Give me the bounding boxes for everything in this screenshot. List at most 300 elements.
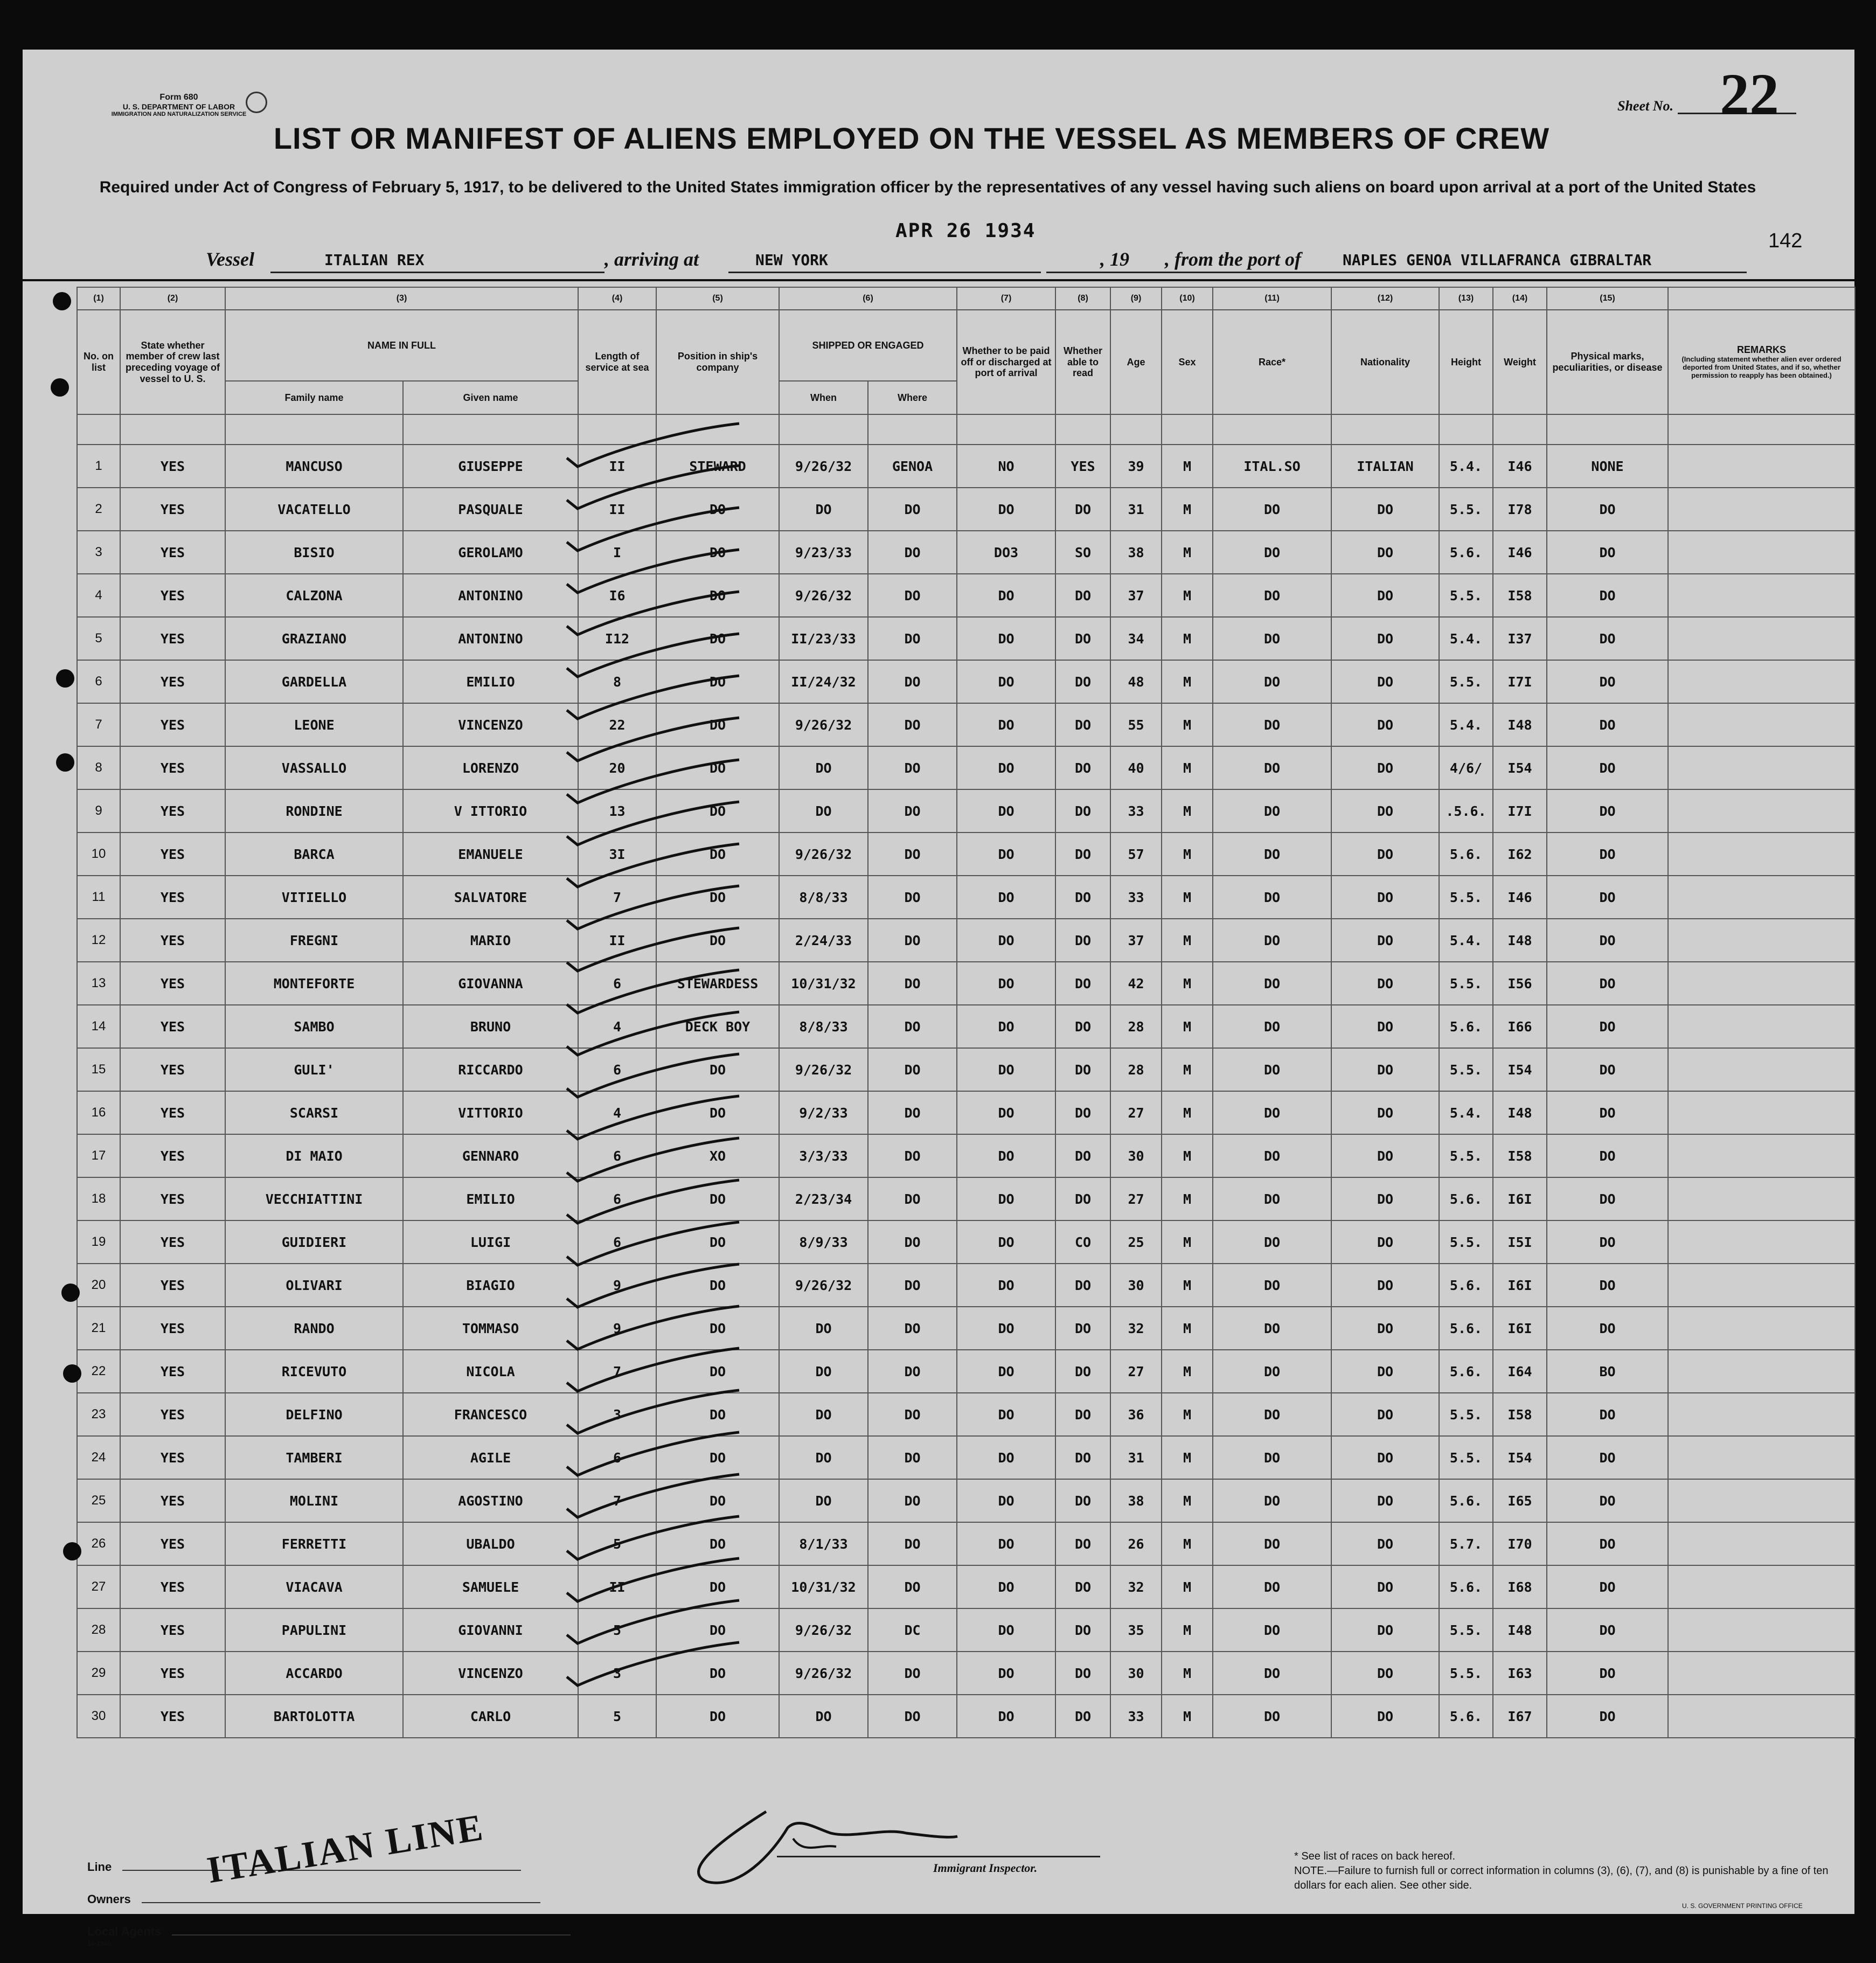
check-mark-icon — [567, 1642, 739, 1685]
cell-given-name: GENNARO — [403, 1134, 578, 1177]
cell-race: DO — [1213, 1479, 1331, 1522]
col-num-15: (15) — [1547, 287, 1668, 310]
cell-race: DO — [1213, 1264, 1331, 1307]
cell-line-number: 28 — [77, 1608, 120, 1652]
cell-race: DO — [1213, 703, 1331, 746]
cell-physical-marks: DO — [1547, 1048, 1668, 1091]
cell-position: STEWARDESS — [656, 962, 779, 1005]
cell-shipped-where: DO — [868, 833, 957, 876]
cell-race: DO — [1213, 1177, 1331, 1220]
check-mark-icon — [567, 676, 739, 719]
cell-weight: I7I — [1493, 660, 1547, 703]
cell-line-number: 6 — [77, 660, 120, 703]
cell-age: 27 — [1110, 1350, 1162, 1393]
cell-weight: I56 — [1493, 962, 1547, 1005]
cell-weight: I48 — [1493, 1091, 1547, 1134]
col-num-8: (8) — [1055, 287, 1110, 310]
cell-able-to-read: DO — [1055, 488, 1110, 531]
cell-line-number: 22 — [77, 1350, 120, 1393]
cell-weight: I66 — [1493, 1005, 1547, 1048]
cell-able-to-read: DO — [1055, 1264, 1110, 1307]
cell-height: 5.6. — [1439, 1307, 1493, 1350]
agents-label: Local Agents — [87, 1925, 162, 1938]
cell-paid-off: DO — [957, 660, 1055, 703]
cell-nationality: DO — [1331, 531, 1439, 574]
cell-height: 5.6. — [1439, 1264, 1493, 1307]
cell-race: DO — [1213, 1220, 1331, 1264]
cell-shipped-when: DO — [779, 1479, 868, 1522]
cell-sex: M — [1162, 1522, 1213, 1565]
cell-shipped-when: 8/1/33 — [779, 1522, 868, 1565]
cell-physical-marks: DO — [1547, 876, 1668, 919]
cell-physical-marks: DO — [1547, 617, 1668, 660]
cell-last-voyage: YES — [120, 833, 225, 876]
cell-line-number: 16 — [77, 1091, 120, 1134]
cell-race: DO — [1213, 488, 1331, 531]
cell-nationality: DO — [1331, 574, 1439, 617]
cell-last-voyage: YES — [120, 1220, 225, 1264]
cell-position: DO — [656, 1177, 779, 1220]
header-weight: Weight — [1493, 310, 1547, 414]
cell-shipped-where: DO — [868, 1565, 957, 1608]
cell-paid-off: DO — [957, 746, 1055, 789]
cell-race: DO — [1213, 962, 1331, 1005]
cell-given-name: GIUSEPPE — [403, 445, 578, 488]
check-mark-icon — [567, 1600, 739, 1643]
cell-nationality: DO — [1331, 1350, 1439, 1393]
cell-last-voyage: YES — [120, 1307, 225, 1350]
cell-given-name: MARIO — [403, 919, 578, 962]
cell-able-to-read: DO — [1055, 703, 1110, 746]
cell-length-of-service: 13 — [578, 789, 656, 833]
check-mark-icon — [567, 1390, 739, 1433]
cell-paid-off: DO — [957, 833, 1055, 876]
cell-length-of-service: 9 — [578, 1307, 656, 1350]
cell-length-of-service: 4 — [578, 1091, 656, 1134]
cell-position: STEWARD — [656, 445, 779, 488]
cell-position: DO — [656, 531, 779, 574]
cell-age: 28 — [1110, 1005, 1162, 1048]
cell-last-voyage: YES — [120, 1005, 225, 1048]
cell-nationality: DO — [1331, 1479, 1439, 1522]
cell-last-voyage: YES — [120, 1479, 225, 1522]
header-name-in-full: NAME IN FULL — [225, 310, 578, 381]
cell-line-number: 10 — [77, 833, 120, 876]
cell-weight: I68 — [1493, 1565, 1547, 1608]
cell-length-of-service: 5 — [578, 1608, 656, 1652]
cell-paid-off: DO — [957, 1220, 1055, 1264]
cell-nationality: DO — [1331, 1134, 1439, 1177]
cell-family-name: SAMBO — [225, 1005, 403, 1048]
cell-height: 5.4. — [1439, 703, 1493, 746]
cell-physical-marks: DO — [1547, 1652, 1668, 1695]
cell-shipped-where: DO — [868, 919, 957, 962]
punch-hole-icon — [61, 1284, 80, 1302]
cell-able-to-read: DO — [1055, 876, 1110, 919]
cell-able-to-read: DO — [1055, 1307, 1110, 1350]
cell-age: 37 — [1110, 574, 1162, 617]
cell-family-name: FREGNI — [225, 919, 403, 962]
cell-able-to-read: DO — [1055, 919, 1110, 962]
header-given-name: Given name — [403, 381, 578, 414]
document-subtitle: Required under Act of Congress of February 5, 1917, to be delivered to the United States immigration officer by the representatives of any vessel having such aliens on board upon arrival at a port of the United States — [99, 178, 1756, 196]
cell-height: 5.5. — [1439, 876, 1493, 919]
form-number: Form 680 — [159, 93, 198, 102]
cell-given-name: LORENZO — [403, 746, 578, 789]
cell-paid-off: DO — [957, 789, 1055, 833]
cell-height: 5.5. — [1439, 660, 1493, 703]
cell-paid-off: NO — [957, 445, 1055, 488]
owners-label: Owners — [87, 1892, 131, 1906]
cell-physical-marks: DO — [1547, 1565, 1668, 1608]
cell-shipped-where: DO — [868, 1479, 957, 1522]
cell-last-voyage: YES — [120, 1522, 225, 1565]
races-note: * See list of races on back hereof. — [1294, 1850, 1456, 1862]
cell-position: DO — [656, 703, 779, 746]
cell-shipped-where: DO — [868, 1048, 957, 1091]
cell-paid-off: DO — [957, 1436, 1055, 1479]
cell-weight: I63 — [1493, 1652, 1547, 1695]
cell-weight: I6I — [1493, 1264, 1547, 1307]
cell-shipped-when: DO — [779, 488, 868, 531]
cell-weight: I48 — [1493, 703, 1547, 746]
vessel-name: ITALIAN REX — [324, 251, 425, 269]
cell-given-name: AGOSTINO — [403, 1479, 578, 1522]
cell-family-name: BARTOLOTTA — [225, 1695, 403, 1738]
cell-family-name: GARDELLA — [225, 660, 403, 703]
col-num-4: (4) — [578, 287, 656, 310]
cell-shipped-where: DO — [868, 1393, 957, 1436]
arriving-label: , arriving at — [605, 248, 699, 270]
cell-last-voyage: YES — [120, 1393, 225, 1436]
cell-paid-off: DO — [957, 1264, 1055, 1307]
cell-height: 5.6. — [1439, 1005, 1493, 1048]
cell-physical-marks: DO — [1547, 962, 1668, 1005]
check-mark-icon — [567, 1432, 739, 1475]
printer-credit: U. S. GOVERNMENT PRINTING OFFICE — [1682, 1902, 1803, 1910]
cell-shipped-when: 8/9/33 — [779, 1220, 868, 1264]
cell-given-name: SALVATORE — [403, 876, 578, 919]
cell-weight: I5I — [1493, 1220, 1547, 1264]
cell-line-number: 3 — [77, 531, 120, 574]
cell-shipped-where: DO — [868, 617, 957, 660]
check-mark-icon — [567, 1474, 739, 1517]
cell-family-name: SCARSI — [225, 1091, 403, 1134]
cell-nationality: DO — [1331, 1652, 1439, 1695]
cell-family-name: DI MAIO — [225, 1134, 403, 1177]
cell-paid-off: DO — [957, 1565, 1055, 1608]
cell-height: 5.5. — [1439, 1134, 1493, 1177]
cell-shipped-when: 2/24/33 — [779, 919, 868, 962]
cell-given-name: EMILIO — [403, 660, 578, 703]
cell-race: DO — [1213, 1565, 1331, 1608]
cell-given-name: VITTORIO — [403, 1091, 578, 1134]
check-mark-icon — [567, 634, 739, 677]
cell-position: XO — [656, 1134, 779, 1177]
header-height: Height — [1439, 310, 1493, 414]
cell-age: 38 — [1110, 531, 1162, 574]
cell-given-name: VINCENZO — [403, 1652, 578, 1695]
cell-sex: M — [1162, 919, 1213, 962]
cell-paid-off: DO — [957, 962, 1055, 1005]
cell-last-voyage: YES — [120, 789, 225, 833]
cell-weight: I54 — [1493, 1048, 1547, 1091]
header-family-name: Family name — [225, 381, 403, 414]
cell-height: 5.5. — [1439, 1220, 1493, 1264]
cell-physical-marks: BO — [1547, 1350, 1668, 1393]
cell-shipped-when: 10/31/32 — [779, 962, 868, 1005]
arriving-port: NEW YORK — [755, 251, 828, 269]
cell-able-to-read: DO — [1055, 574, 1110, 617]
owners-field — [87, 1892, 540, 1906]
cell-length-of-service: II — [578, 1565, 656, 1608]
cell-age: 31 — [1110, 488, 1162, 531]
cell-able-to-read: DO — [1055, 1436, 1110, 1479]
sheet-number: 22 — [1720, 61, 1779, 127]
cell-age: 28 — [1110, 1048, 1162, 1091]
cell-physical-marks: DO — [1547, 1134, 1668, 1177]
cell-nationality: DO — [1331, 617, 1439, 660]
cell-position: DO — [656, 876, 779, 919]
cell-family-name: LEONE — [225, 703, 403, 746]
cell-race: DO — [1213, 1048, 1331, 1091]
cell-line-number: 19 — [77, 1220, 120, 1264]
check-mark-icon — [567, 1096, 739, 1139]
cell-line-number: 29 — [77, 1652, 120, 1695]
cell-able-to-read: DO — [1055, 833, 1110, 876]
cell-nationality: DO — [1331, 1565, 1439, 1608]
cell-position: DO — [656, 1652, 779, 1695]
cell-physical-marks: DO — [1547, 488, 1668, 531]
cell-age: 32 — [1110, 1307, 1162, 1350]
cell-family-name: PAPULINI — [225, 1608, 403, 1652]
cell-able-to-read: DO — [1055, 1522, 1110, 1565]
cell-able-to-read: SO — [1055, 531, 1110, 574]
cell-paid-off: DO — [957, 1005, 1055, 1048]
cell-given-name: VINCENZO — [403, 703, 578, 746]
cell-shipped-where: DO — [868, 660, 957, 703]
cell-shipped-when: 9/2/33 — [779, 1091, 868, 1134]
cell-able-to-read: DO — [1055, 1695, 1110, 1738]
cell-weight: I65 — [1493, 1479, 1547, 1522]
cell-last-voyage: YES — [120, 1652, 225, 1695]
cell-paid-off: DO — [957, 1479, 1055, 1522]
check-mark-icon — [567, 424, 739, 467]
cell-given-name: V ITTORIO — [403, 789, 578, 833]
cell-line-number: 11 — [77, 876, 120, 919]
cell-position: DO — [656, 919, 779, 962]
punch-hole-icon — [51, 378, 69, 397]
cell-paid-off: DO — [957, 1350, 1055, 1393]
punch-hole-icon — [63, 1364, 81, 1383]
cell-last-voyage: YES — [120, 1565, 225, 1608]
cell-weight: I58 — [1493, 1134, 1547, 1177]
cell-last-voyage: YES — [120, 1134, 225, 1177]
cell-shipped-where: DC — [868, 1608, 957, 1652]
cell-age: 39 — [1110, 445, 1162, 488]
cell-shipped-when: DO — [779, 1350, 868, 1393]
cell-physical-marks: DO — [1547, 531, 1668, 574]
cell-sex: M — [1162, 617, 1213, 660]
cell-able-to-read: DO — [1055, 1048, 1110, 1091]
cell-position: DO — [656, 574, 779, 617]
cell-given-name: BIAGIO — [403, 1264, 578, 1307]
cell-age: 31 — [1110, 1436, 1162, 1479]
cell-age: 37 — [1110, 919, 1162, 962]
check-mark-icon — [567, 1348, 739, 1391]
punch-hole-icon — [56, 753, 74, 772]
cell-paid-off: DO — [957, 617, 1055, 660]
cell-shipped-where: GENOA — [868, 445, 957, 488]
cell-shipped-when: DO — [779, 1436, 868, 1479]
cell-sex: M — [1162, 531, 1213, 574]
check-mark-icon — [567, 466, 739, 509]
service-name: IMMIGRATION AND NATURALIZATION SERVICE — [111, 111, 247, 118]
cell-height: 5.5. — [1439, 1608, 1493, 1652]
cell-physical-marks: DO — [1547, 1436, 1668, 1479]
cell-sex: M — [1162, 833, 1213, 876]
document-title: LIST OR MANIFEST OF ALIENS EMPLOYED ON THE VESSEL AS MEMBERS OF CREW — [273, 121, 1550, 155]
cell-able-to-read: DO — [1055, 1393, 1110, 1436]
cell-able-to-read: DO — [1055, 1134, 1110, 1177]
cell-height: 5.4. — [1439, 617, 1493, 660]
cell-physical-marks: DO — [1547, 1608, 1668, 1652]
cell-given-name: TOMMASO — [403, 1307, 578, 1350]
cell-height: 5.5. — [1439, 574, 1493, 617]
cell-able-to-read: DO — [1055, 1565, 1110, 1608]
cell-paid-off: DO — [957, 703, 1055, 746]
cell-position: DO — [656, 1048, 779, 1091]
cell-nationality: DO — [1331, 1177, 1439, 1220]
cell-line-number: 15 — [77, 1048, 120, 1091]
cell-paid-off: DO — [957, 1695, 1055, 1738]
cell-line-number: 23 — [77, 1393, 120, 1436]
cell-age: 32 — [1110, 1565, 1162, 1608]
cell-last-voyage: YES — [120, 1177, 225, 1220]
cell-length-of-service: I — [578, 531, 656, 574]
cell-last-voyage: YES — [120, 531, 225, 574]
cell-shipped-when: 9/26/32 — [779, 445, 868, 488]
cell-able-to-read: DO — [1055, 962, 1110, 1005]
cell-family-name: VITIELLO — [225, 876, 403, 919]
cell-physical-marks: DO — [1547, 746, 1668, 789]
cell-position: DO — [656, 1695, 779, 1738]
cell-last-voyage: YES — [120, 1608, 225, 1652]
remarks-title: REMARKS — [1736, 344, 1786, 356]
cell-sex: M — [1162, 1264, 1213, 1307]
cell-height: 5.6. — [1439, 1565, 1493, 1608]
cell-race: DO — [1213, 789, 1331, 833]
cell-sex: M — [1162, 1048, 1213, 1091]
cell-race: DO — [1213, 1608, 1331, 1652]
cell-sex: M — [1162, 1565, 1213, 1608]
cell-position: DO — [656, 1220, 779, 1264]
cell-length-of-service: I6 — [578, 574, 656, 617]
header-length-of-service: Length of service at sea — [578, 310, 656, 414]
cell-last-voyage: YES — [120, 876, 225, 919]
cell-length-of-service: 9 — [578, 1264, 656, 1307]
cell-height: 5.6. — [1439, 1177, 1493, 1220]
cell-position: DO — [656, 1350, 779, 1393]
cell-length-of-service: 22 — [578, 703, 656, 746]
cell-physical-marks: DO — [1547, 1220, 1668, 1264]
cell-weight: I78 — [1493, 488, 1547, 531]
cell-length-of-service: 20 — [578, 746, 656, 789]
cell-weight: I58 — [1493, 574, 1547, 617]
cell-shipped-where: DO — [868, 1522, 957, 1565]
cell-length-of-service: 6 — [578, 1134, 656, 1177]
cell-age: 34 — [1110, 617, 1162, 660]
cell-age: 35 — [1110, 1608, 1162, 1652]
cell-weight: I58 — [1493, 1393, 1547, 1436]
cell-able-to-read: CO — [1055, 1220, 1110, 1264]
cell-family-name: CALZONA — [225, 574, 403, 617]
header-race: Race* — [1213, 310, 1331, 414]
cell-race: DO — [1213, 531, 1331, 574]
check-mark-icon — [567, 1180, 739, 1223]
cell-nationality: DO — [1331, 833, 1439, 876]
cell-age: 38 — [1110, 1479, 1162, 1522]
cell-last-voyage: YES — [120, 617, 225, 660]
cell-sex: M — [1162, 746, 1213, 789]
cell-shipped-where: DO — [868, 1695, 957, 1738]
header-when: When — [779, 381, 868, 414]
cell-line-number: 14 — [77, 1005, 120, 1048]
punch-hole-icon — [63, 1542, 81, 1560]
cell-line-number: 30 — [77, 1695, 120, 1738]
cell-nationality: DO — [1331, 1005, 1439, 1048]
cell-paid-off: DO — [957, 488, 1055, 531]
cell-shipped-where: DO — [868, 1134, 957, 1177]
cell-given-name: EMILIO — [403, 1177, 578, 1220]
cell-last-voyage: YES — [120, 1264, 225, 1307]
check-mark-icon — [567, 760, 739, 803]
cell-line-number: 18 — [77, 1177, 120, 1220]
cell-last-voyage: YES — [120, 1048, 225, 1091]
cell-paid-off: DO — [957, 1048, 1055, 1091]
cell-shipped-when: 2/23/34 — [779, 1177, 868, 1220]
inspector-label: Immigrant Inspector. — [933, 1861, 1038, 1875]
col-num-1: (1) — [77, 287, 120, 310]
cell-shipped-when: DO — [779, 1307, 868, 1350]
cell-last-voyage: YES — [120, 746, 225, 789]
col-num-7: (7) — [957, 287, 1055, 310]
cell-shipped-when: 9/23/33 — [779, 531, 868, 574]
cell-position: DECK BOY — [656, 1005, 779, 1048]
check-mark-icon — [567, 1222, 739, 1265]
header-sex: Sex — [1162, 310, 1213, 414]
fine-note: NOTE.—Failure to furnish full or correct information in columns (3), (6), (7), and (8) is punishable by a fine of ten dollars for each alien. See other side. — [1294, 1865, 1829, 1891]
cell-age: 26 — [1110, 1522, 1162, 1565]
cell-nationality: DO — [1331, 488, 1439, 531]
cell-family-name: GUIDIERI — [225, 1220, 403, 1264]
cell-sex: M — [1162, 1177, 1213, 1220]
cell-shipped-where: DO — [868, 1652, 957, 1695]
cell-line-number: 9 — [77, 789, 120, 833]
cell-given-name: NICOLA — [403, 1350, 578, 1393]
cell-length-of-service: II — [578, 445, 656, 488]
cell-line-number: 25 — [77, 1479, 120, 1522]
cell-nationality: DO — [1331, 1436, 1439, 1479]
cell-family-name: DELFINO — [225, 1393, 403, 1436]
cell-length-of-service: II — [578, 919, 656, 962]
check-mark-icon — [567, 550, 739, 593]
cell-height: 5.6. — [1439, 1479, 1493, 1522]
cell-shipped-when: 9/26/32 — [779, 574, 868, 617]
cell-line-number: 5 — [77, 617, 120, 660]
cell-length-of-service: 8 — [578, 660, 656, 703]
cell-line-number: 12 — [77, 919, 120, 962]
